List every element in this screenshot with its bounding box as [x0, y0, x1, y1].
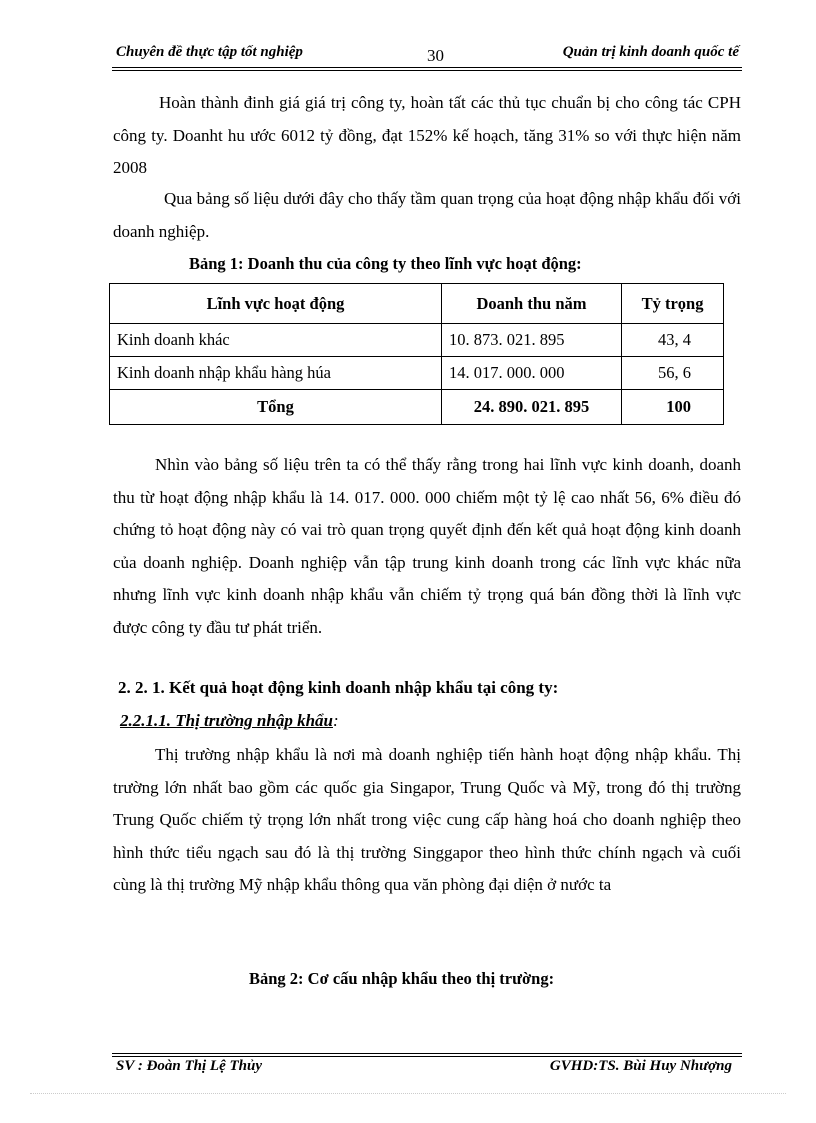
- footer-rule: [112, 1056, 742, 1057]
- header-rule: [112, 67, 742, 68]
- page-number: 30: [427, 46, 444, 65]
- footer-rule-thin: [112, 1053, 742, 1054]
- footer-right: GVHD:TS. Bùi Huy Nhượng: [549, 1058, 732, 1074]
- footer-left: SV : Đoàn Thị Lệ Thủy: [116, 1058, 262, 1074]
- header-left: Chuyên đề thực tập tốt nghiệp: [116, 44, 303, 60]
- subsection-heading: 2.2.1.1. Thị trường nhập khẩu:: [120, 711, 339, 730]
- total-revenue: 24. 890. 021. 895: [442, 390, 622, 425]
- header-share: Tỷ trọng: [622, 284, 724, 324]
- table-row: [110, 357, 724, 390]
- total-label: Tổng: [110, 390, 442, 425]
- table-row: [110, 324, 724, 357]
- total-share: 100: [622, 390, 724, 425]
- market-paragraph: Thị trường nhập khẩu là nơi mà doanh nghiệp tiến hành hoạt động nhập khẩu. Thị trường lớn nhất bao gồm các quốc gia Singapor, Trung Quốc và Mỹ, trong đó thị trường Trung Quốc chiếm tỷ trọng lớn nhất trong việc cung cấp hàng hoá cho doanh nghiệp theo hình thức tiểu ngạch sau đó là thị trường Singgapor theo hình thức chính ngạch và cuối cùng là thị trường Mỹ nhập khẩu thông qua văn phòng đại diện ở nước ta: [113, 745, 741, 894]
- analysis-paragraph: Nhìn vào bảng số liệu trên ta có thể thấy rằng trong hai lĩnh vực kinh doanh, doanh thu từ hoạt động nhập khẩu là 14. 017. 000. 000 chiếm một tỷ lệ cao nhất 56, 6% điều đó chứng tỏ hoạt động này có vai trò quan trọng quyết định đến kết quả hoạt động kinh doanh của doanh nghiệp. Doanh nghiệp vẫn tập trung kinh doanh trong các lĩnh vực khác nữa nhưng lĩnh vực kinh doanh nhập khẩu vẫn chiếm tỷ trọng quá bán đồng thời là lĩnh vực được công ty đầu tư phát triển.: [113, 455, 741, 637]
- header-right: Quản trị kinh doanh quốc tế: [562, 44, 739, 60]
- section-heading: 2. 2. 1. Kết quả hoạt động kinh doanh nhập khẩu tại công ty:: [118, 678, 559, 697]
- cell-revenue: 14. 017. 000. 000: [442, 357, 622, 390]
- table1-title: Bảng 1: Doanh thu của công ty theo lĩnh vực hoạt động:: [189, 254, 582, 273]
- cell-field: Kinh doanh nhập khẩu hàng húa: [110, 357, 442, 390]
- header-field: Lĩnh vực hoạt động: [110, 284, 442, 324]
- table2-title: Bảng 2: Cơ cấu nhập khẩu theo thị trường:: [249, 969, 555, 988]
- table-total-row: [110, 390, 724, 425]
- table-header-row: [110, 284, 724, 324]
- header-revenue: Doanh thu năm: [442, 284, 622, 324]
- table-intro-paragraph: Qua bảng số liệu dưới đây cho thấy tầm quan trọng của hoạt động nhập khẩu đối với doanh nghiệp.: [113, 189, 741, 241]
- revenue-table: [109, 283, 724, 425]
- intro-paragraph: Hoàn thành đinh giá giá trị công ty, hoàn tất các thủ tục chuẩn bị cho công tác CPH công ty. Doanht hu ước 6012 tỷ đồng, đạt 152% kế hoạch, tăng 31% so với thực hiện năm 2008: [113, 93, 741, 177]
- cell-share: 56, 6: [622, 357, 724, 390]
- cell-share: 43, 4: [622, 324, 724, 357]
- cell-field: Kinh doanh khác: [110, 324, 442, 357]
- page-edge-dots: [30, 1093, 786, 1094]
- header-rule-thin: [112, 70, 742, 71]
- cell-revenue: 10. 873. 021. 895: [442, 324, 622, 357]
